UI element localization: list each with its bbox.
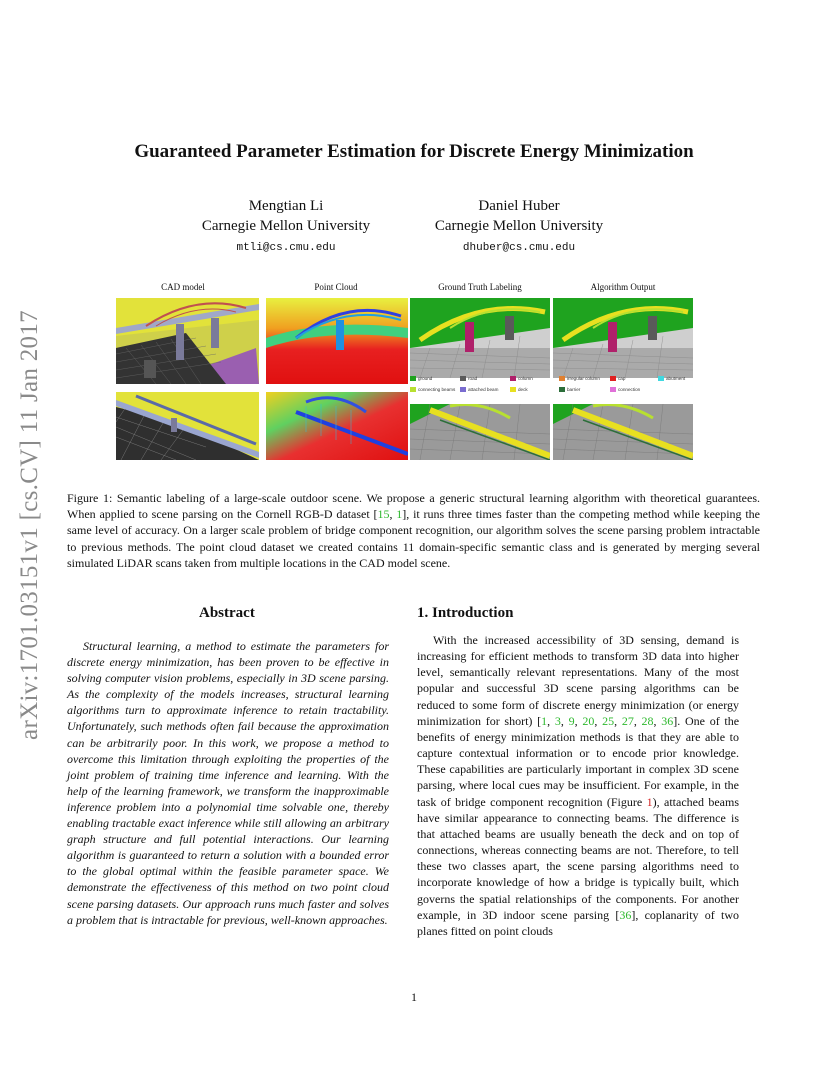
cad-model-image-bottom <box>116 392 259 460</box>
intro-sentence: ), attached beams have similar appearance to connecting beams. The difference is that attached beams are usually beneath the deck and on top of connections, whereas connecting beams are not. Therefore, to tell these two classes apart, the scene parsing algorithms need to incorporate knowledge of how a bridge is typically built, which governs the spatial relationships of the components. For another example, in 3D indoor scene parsing [ <box>417 794 740 922</box>
citation-link[interactable]: 36 <box>661 713 674 728</box>
legend-label: barrier <box>567 387 581 392</box>
author-block-1 <box>176 196 396 258</box>
intro-sentence: With the increased accessibility of 3D sensing, demand is increasing for efficient methods to transform 3D data into higher level, semantically relevant representations. Many of the most popular and successful 3D scene parsing algorithms can be reduced to some form of discrete energy minimization (or energy minimization for short) [ <box>417 633 739 728</box>
legend-swatch <box>410 387 416 392</box>
legend-item <box>460 376 477 381</box>
caption-text: ], it runs three times faster than the competing method while keeping the same level of accuracy. On a larger scale problem of bridge component recognition, our algorithm solves the scene parsing problem intractable to previous methods. The point cloud dataset we created contains 11 domain-specific semantic class and is generated by merging several simulated LiDAR scans taken from multiple locations in the CAD model scene. <box>67 507 761 570</box>
legend-swatch <box>510 387 516 392</box>
algorithm-output-image-top <box>553 298 693 378</box>
citation-link[interactable]: 3 <box>554 713 561 728</box>
paper-title: Guaranteed Parameter Estimation for Discrete Energy Minimization <box>134 141 694 162</box>
legend-swatch <box>658 376 664 381</box>
figure-link[interactable]: 1 <box>646 794 653 809</box>
author-affiliation: Carnegie Mellon University <box>434 218 604 234</box>
legend-swatch <box>410 376 416 381</box>
legend-item <box>460 387 498 392</box>
legend-label: ground <box>418 376 433 381</box>
intro-sentence: ]. One of the benefits of energy minimization methods is that they are able to capture contextual information or to encode prior knowledge. These capabilities are particularly important in complex 3D scene parsing, where local cues may be insufficient. For example, in the task of bridge component recognition (Figure <box>417 713 740 809</box>
legend-label: abutment <box>666 376 686 381</box>
legend-label: connection <box>618 387 641 392</box>
author-email[interactable]: mtli@cs.cmu.edu <box>236 242 336 254</box>
arxiv-stamp: arXiv:1701.03151v1 [cs.CV] 11 Jan 2017 <box>16 310 43 740</box>
legend-label: road <box>468 376 478 381</box>
legend-label: irregular column <box>567 376 600 381</box>
abstract-heading: Abstract <box>199 605 255 621</box>
legend-item <box>559 387 580 392</box>
legend-item <box>410 376 432 381</box>
citation-link[interactable]: 28 <box>641 713 654 728</box>
panel-title-cad: CAD model <box>161 282 205 292</box>
author-block-2 <box>409 196 629 258</box>
legend-item <box>559 376 600 381</box>
legend-item <box>610 376 625 381</box>
citation-link[interactable]: 15 <box>377 507 390 522</box>
caption-text: Figure 1: Semantic labeling of a large-scale outdoor scene. We propose a generic structural learning algorithm with theoretical guarantees. When applied to scene parsing on the Cornell RGB-D dataset [ <box>67 491 760 522</box>
citation-link[interactable]: 9 <box>568 713 575 728</box>
legend-item <box>410 387 455 392</box>
legend-swatch <box>559 376 565 381</box>
ground-truth-image-top <box>410 298 550 378</box>
legend-item <box>610 387 640 392</box>
legend-swatch <box>460 376 466 381</box>
author-name: Daniel Huber <box>478 198 560 214</box>
legend-label: connecting beams <box>418 387 456 392</box>
caption-text: , <box>389 507 397 522</box>
citation-link[interactable]: 36 <box>619 907 632 922</box>
legend-swatch <box>610 387 616 392</box>
legend-item <box>510 376 533 381</box>
page-number: 1 <box>411 990 417 1004</box>
abstract-text: Structural learning, a method to estimate the parameters for discrete energy minimization, has been proven to be effective in solving computer vision problems, especially in 3D scene parsing. As the complexity of the models increases, structural learning algorithms turn to approximate inference to retain tractability. Unfortunately, such methods often fail because the approximation can be arbitrarily poor. In this work, we propose a method to overcome this limitation through exploiting the properties of the joint problem of training time inference and learning. With the help of the learning framework, we transform the inapproximable inference problem into a polynomial time solvable one, thereby enabling tractable exact inference while still allowing an arbitrary graph structure and full potential interactions. Our learning algorithm is guaranteed to return a solution with a bounded error to the global optimal within the feasible parameter space. We demonstrate the effectiveness of this method on two point cloud scene parsing datasets. Our approach runs much faster and solves a problem that is intractable for previous, well-known approaches. <box>67 639 389 927</box>
algorithm-output-image-bottom <box>553 404 693 460</box>
intro-text: With the increased accessibility of 3D sensing, demand is increasing for efficient methods to transform 3D data into higher level, semantically relevant representations. Many of the most popular and successful 3D scene parsing algorithms can be reduced to some form of discrete energy minimization (or energy minimization for short) [1, 3, 9, 20, 25, 27, 28, 36]. One of the benefits of energy minimization methods is that they are able to capture contextual information or to encode prior knowledge. These capabilities are particularly important in complex 3D scene parsing, where local cues may be insufficient. For example, in the task of bridge component recognition (Figure 1), attached beams have similar appearance to connecting beams. The difference is that attached beams are usually beneath the deck and on top of connections, whereas connecting beams are not. Therefore, to tell these two classes apart, the scene parsing algorithms need to incorporate knowledge of how a bridge is typically built, which governs the spatial relationships of the components. For another example, in 3D indoor scene parsing [36], coplanarity of two planes fitted on point clouds <box>417 633 740 938</box>
legend-label: column <box>518 376 533 381</box>
legend-swatch <box>460 387 466 392</box>
figure-caption <box>67 490 760 571</box>
intro-heading: 1. Introduction <box>417 605 514 621</box>
citation-link[interactable]: 1 <box>541 713 548 728</box>
ground-truth-image-bottom <box>410 404 550 460</box>
figure-legend <box>410 376 700 400</box>
citation-link[interactable]: 20 <box>582 713 595 728</box>
figure-1 <box>116 282 712 460</box>
legend-swatch <box>510 376 516 381</box>
citation-link[interactable]: 25 <box>602 713 615 728</box>
cad-model-image-top <box>116 298 259 384</box>
citation-link[interactable]: 27 <box>621 713 634 728</box>
legend-swatch <box>610 376 616 381</box>
citation-link[interactable]: 1 <box>396 507 403 522</box>
author-affiliation: Carnegie Mellon University <box>201 218 371 234</box>
author-email[interactable]: dhuber@cs.cmu.edu <box>462 242 576 254</box>
legend-swatch <box>559 387 565 392</box>
panel-title-algorithm-output: Algorithm Output <box>590 282 656 292</box>
panel-title-point-cloud: Point Cloud <box>314 282 358 292</box>
panel-title-ground-truth: Ground Truth Labeling <box>438 282 522 292</box>
intro-sentence: ], coplanarity of two planes fitted on point clouds <box>417 907 740 938</box>
author-name: Mengtian Li <box>248 198 324 214</box>
legend-item <box>510 387 528 392</box>
legend-item <box>658 376 685 381</box>
point-cloud-image-bottom <box>266 392 408 460</box>
legend-label: deck <box>518 387 528 392</box>
point-cloud-image-top <box>266 298 408 384</box>
legend-label: cap <box>618 376 626 381</box>
legend-label: attached beam <box>468 387 499 392</box>
